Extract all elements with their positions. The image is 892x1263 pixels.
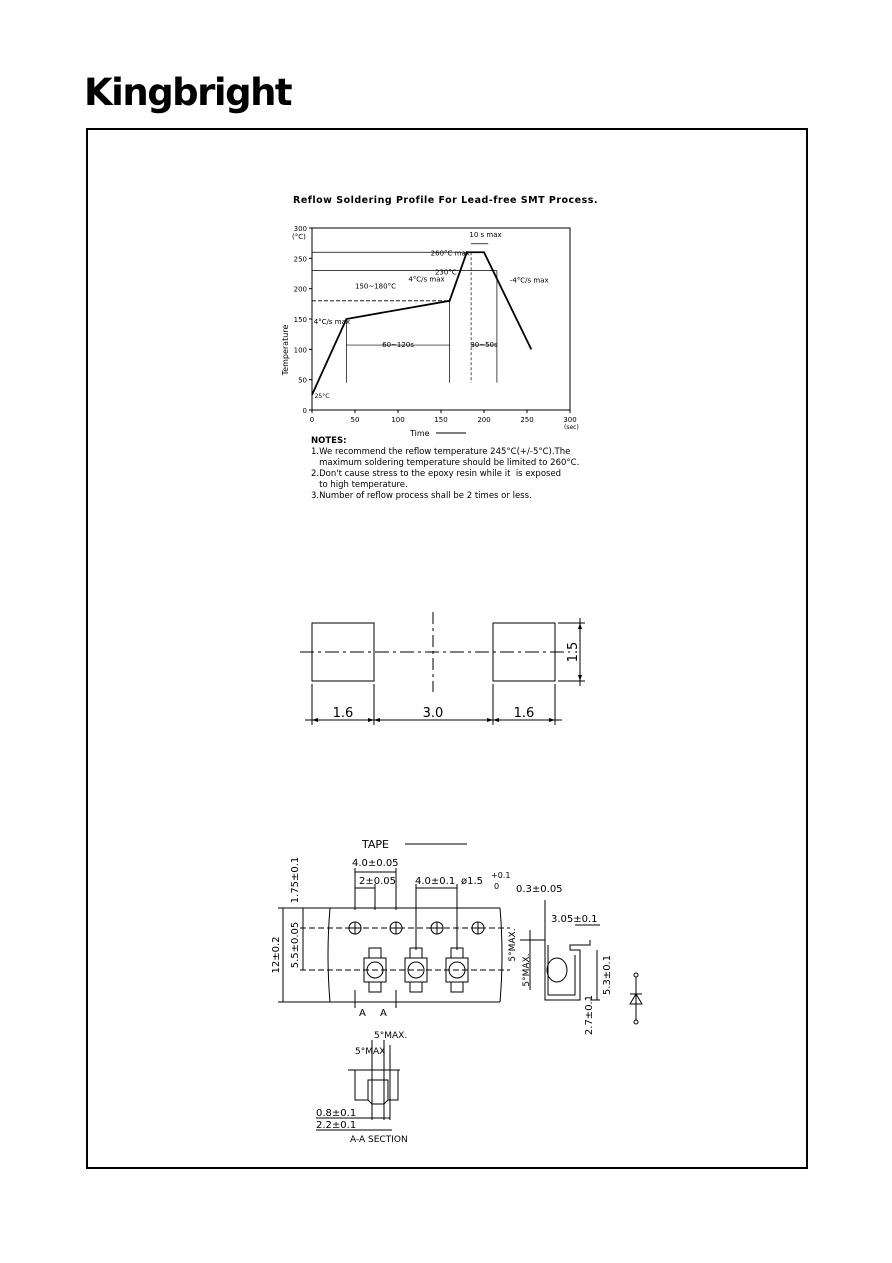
above230-label: 30~50s <box>470 340 498 349</box>
x-tick-label: 300 <box>563 416 577 424</box>
diode-symbol-icon <box>630 973 642 1024</box>
pad-dim-right: 1.6 <box>513 706 535 721</box>
y-tick-label: 300 <box>293 225 307 233</box>
dim-width: 12±0.2 <box>271 936 282 974</box>
x-unit: (sec) <box>564 424 579 431</box>
dim-pocket-pitch: 4.0±0.1 <box>415 876 456 887</box>
ref-label-260: 260°C max <box>430 249 470 258</box>
dim-hole-tol-plus: +0.1 <box>491 871 511 880</box>
marker-a1: A <box>359 1008 366 1019</box>
ref-label-150-180: 150~180°C <box>355 282 396 291</box>
soak-label: 60~120s <box>382 340 414 349</box>
ramp2-label: 4°C/s max <box>408 275 445 284</box>
ref-label-230: 230°C <box>434 268 457 277</box>
sec-max2: 5°MAX <box>355 1047 386 1057</box>
x-tick-label: 200 <box>477 416 491 424</box>
y-tick-label: 250 <box>293 255 307 264</box>
y-tick-label: 50 <box>298 376 307 385</box>
x-axis-label: Time <box>410 429 430 438</box>
sec-dim1: 0.8±0.1 <box>316 1108 357 1119</box>
sec-dim2: 2.2±0.1 <box>316 1120 357 1131</box>
note-line: maximum soldering temperature should be limited to 260°C. <box>311 458 580 468</box>
dim-max2: 5°MAX. <box>522 953 532 987</box>
dim-pocket-depth: 3.05±0.1 <box>551 914 598 925</box>
dim-thickness: 0.3±0.05 <box>516 884 563 895</box>
ramp-down-label: -4°C/s max <box>509 276 549 285</box>
dim-edge: 1.75±0.1 <box>290 856 301 904</box>
pad-dim-left: 1.6 <box>332 706 354 721</box>
pad-dim-gap: 3.0 <box>422 706 444 721</box>
section-label: A-A SECTION <box>350 1135 408 1145</box>
y-unit: (°C) <box>292 233 306 241</box>
y-tick-label: 150 <box>293 316 307 324</box>
dim-pocket-w: 5.3±0.1 <box>602 954 613 996</box>
x-tick-label: 0 <box>309 416 315 424</box>
note-line: 2.Don't cause stress to the epoxy resin while it is exposed <box>311 469 562 479</box>
note-line: to high temperature. <box>311 480 408 490</box>
note-line: 3.Number of reflow process shall be 2 times or less. <box>311 491 532 501</box>
chart-title: Reflow Soldering Profile For Lead-free SMT Process. <box>293 195 599 206</box>
y-tick-label: 100 <box>293 346 307 355</box>
notes-heading: NOTES: <box>311 436 347 446</box>
dim-half-pitch: 2±0.05 <box>359 876 397 887</box>
y-tick-label: 0 <box>302 407 307 415</box>
x-tick-label: 100 <box>391 416 405 424</box>
component-pockets <box>364 948 468 992</box>
dim-pocket-h: 2.7±0.1 <box>584 994 595 1036</box>
y-tick-label: 200 <box>293 285 307 294</box>
x-tick-label: 150 <box>434 416 448 424</box>
peak-label: 10 s max <box>469 231 502 240</box>
pad-dim-height: 1.5 <box>566 641 581 663</box>
dim-center: 5.5±0.05 <box>290 921 301 969</box>
dim-pitch: 4.0±0.05 <box>352 858 399 869</box>
sec-max1: 5°MAX. <box>374 1031 408 1041</box>
note-line: 1.We recommend the reflow temperature 245°C(+/-5°C).The <box>311 447 571 457</box>
ramp1-label: 4°C/s max <box>313 318 351 326</box>
x-tick-label: 250 <box>520 416 534 424</box>
start-temp-label: 25°C <box>314 392 330 400</box>
dim-max1: 5°MAX. <box>508 928 518 962</box>
dim-hole: ø1.5 <box>461 876 484 887</box>
x-tick-label: 50 <box>350 416 360 424</box>
y-axis-label: Temperature <box>281 324 290 376</box>
marker-a2: A <box>380 1008 387 1019</box>
tape-label: TAPE <box>362 838 389 851</box>
brand-logo: Kingbright <box>84 71 292 114</box>
dim-hole-tol-minus: 0 <box>494 882 500 891</box>
